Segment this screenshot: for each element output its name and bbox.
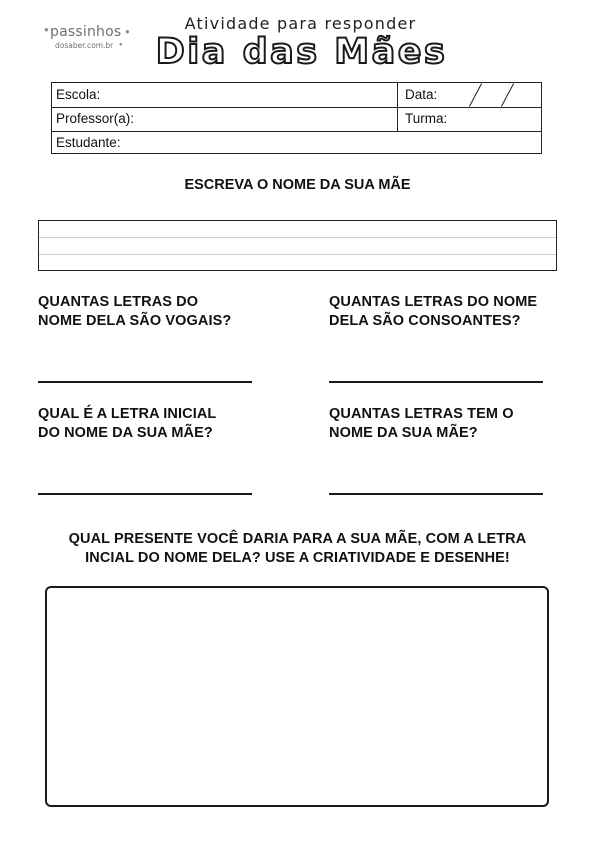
page-title: Dia das Mães [155,32,448,72]
question-line: QUAL É A LETRA INICIAL [38,406,217,422]
question-line: QUAL PRESENTE VOCÊ DARIA PARA A SUA MÃE, COM A LETRA [68,531,527,547]
question-line: NOME DA SUA MÃE? [329,425,478,441]
answer-line-initial[interactable] [38,493,252,495]
writing-guideline [39,237,556,238]
school-label: Escola: [56,87,101,102]
question-letter-count [329,405,564,443]
answer-line-vowels[interactable] [38,381,252,383]
question-line: QUANTAS LETRAS DO NOME [329,294,538,310]
question-line: INCIAL DO NOME DELA? USE A CRIATIVIDADE E DESENHE! [85,550,510,566]
class-label: Turma: [405,111,448,126]
question-line: DELA SÃO CONSOANTES? [329,313,521,329]
name-heading: ESCREVA O NOME DA SUA MÃE [184,177,411,193]
question-line: NOME DELA SÃO VOGAIS? [38,313,232,329]
date-label: Data: [405,87,438,102]
teacher-label: Professor(a): [56,111,135,126]
student-label: Estudante: [56,135,121,150]
student-info-table [51,82,542,154]
question-vowels [38,293,273,331]
mother-name-writing-box[interactable] [38,220,557,271]
logo-dot-icon: ● [125,27,130,36]
drawing-area[interactable] [45,586,549,807]
page-subtitle: Atividade para responder [184,14,417,33]
question-consonants [329,293,564,331]
answer-line-consonants[interactable] [329,381,543,383]
info-row-teacher [52,107,541,132]
logo-domain: dosaber.com.br [55,41,114,50]
date-separator-slash [469,83,482,106]
info-row-student [52,131,541,155]
question-initial-letter [38,405,273,443]
info-row-school [52,83,541,108]
logo-name: passinhos [50,24,122,40]
logo-dot-icon: ● [119,42,123,48]
writing-guideline [39,254,556,255]
logo-dot-icon: ● [44,25,49,34]
gift-question [0,530,595,568]
answer-line-count[interactable] [329,493,543,495]
question-line: DO NOME DA SUA MÃE? [38,425,213,441]
date-separator-slash [501,83,514,106]
question-line: QUANTAS LETRAS DO [38,294,199,310]
question-line: QUANTAS LETRAS TEM O [329,406,514,422]
column-divider [397,83,398,131]
